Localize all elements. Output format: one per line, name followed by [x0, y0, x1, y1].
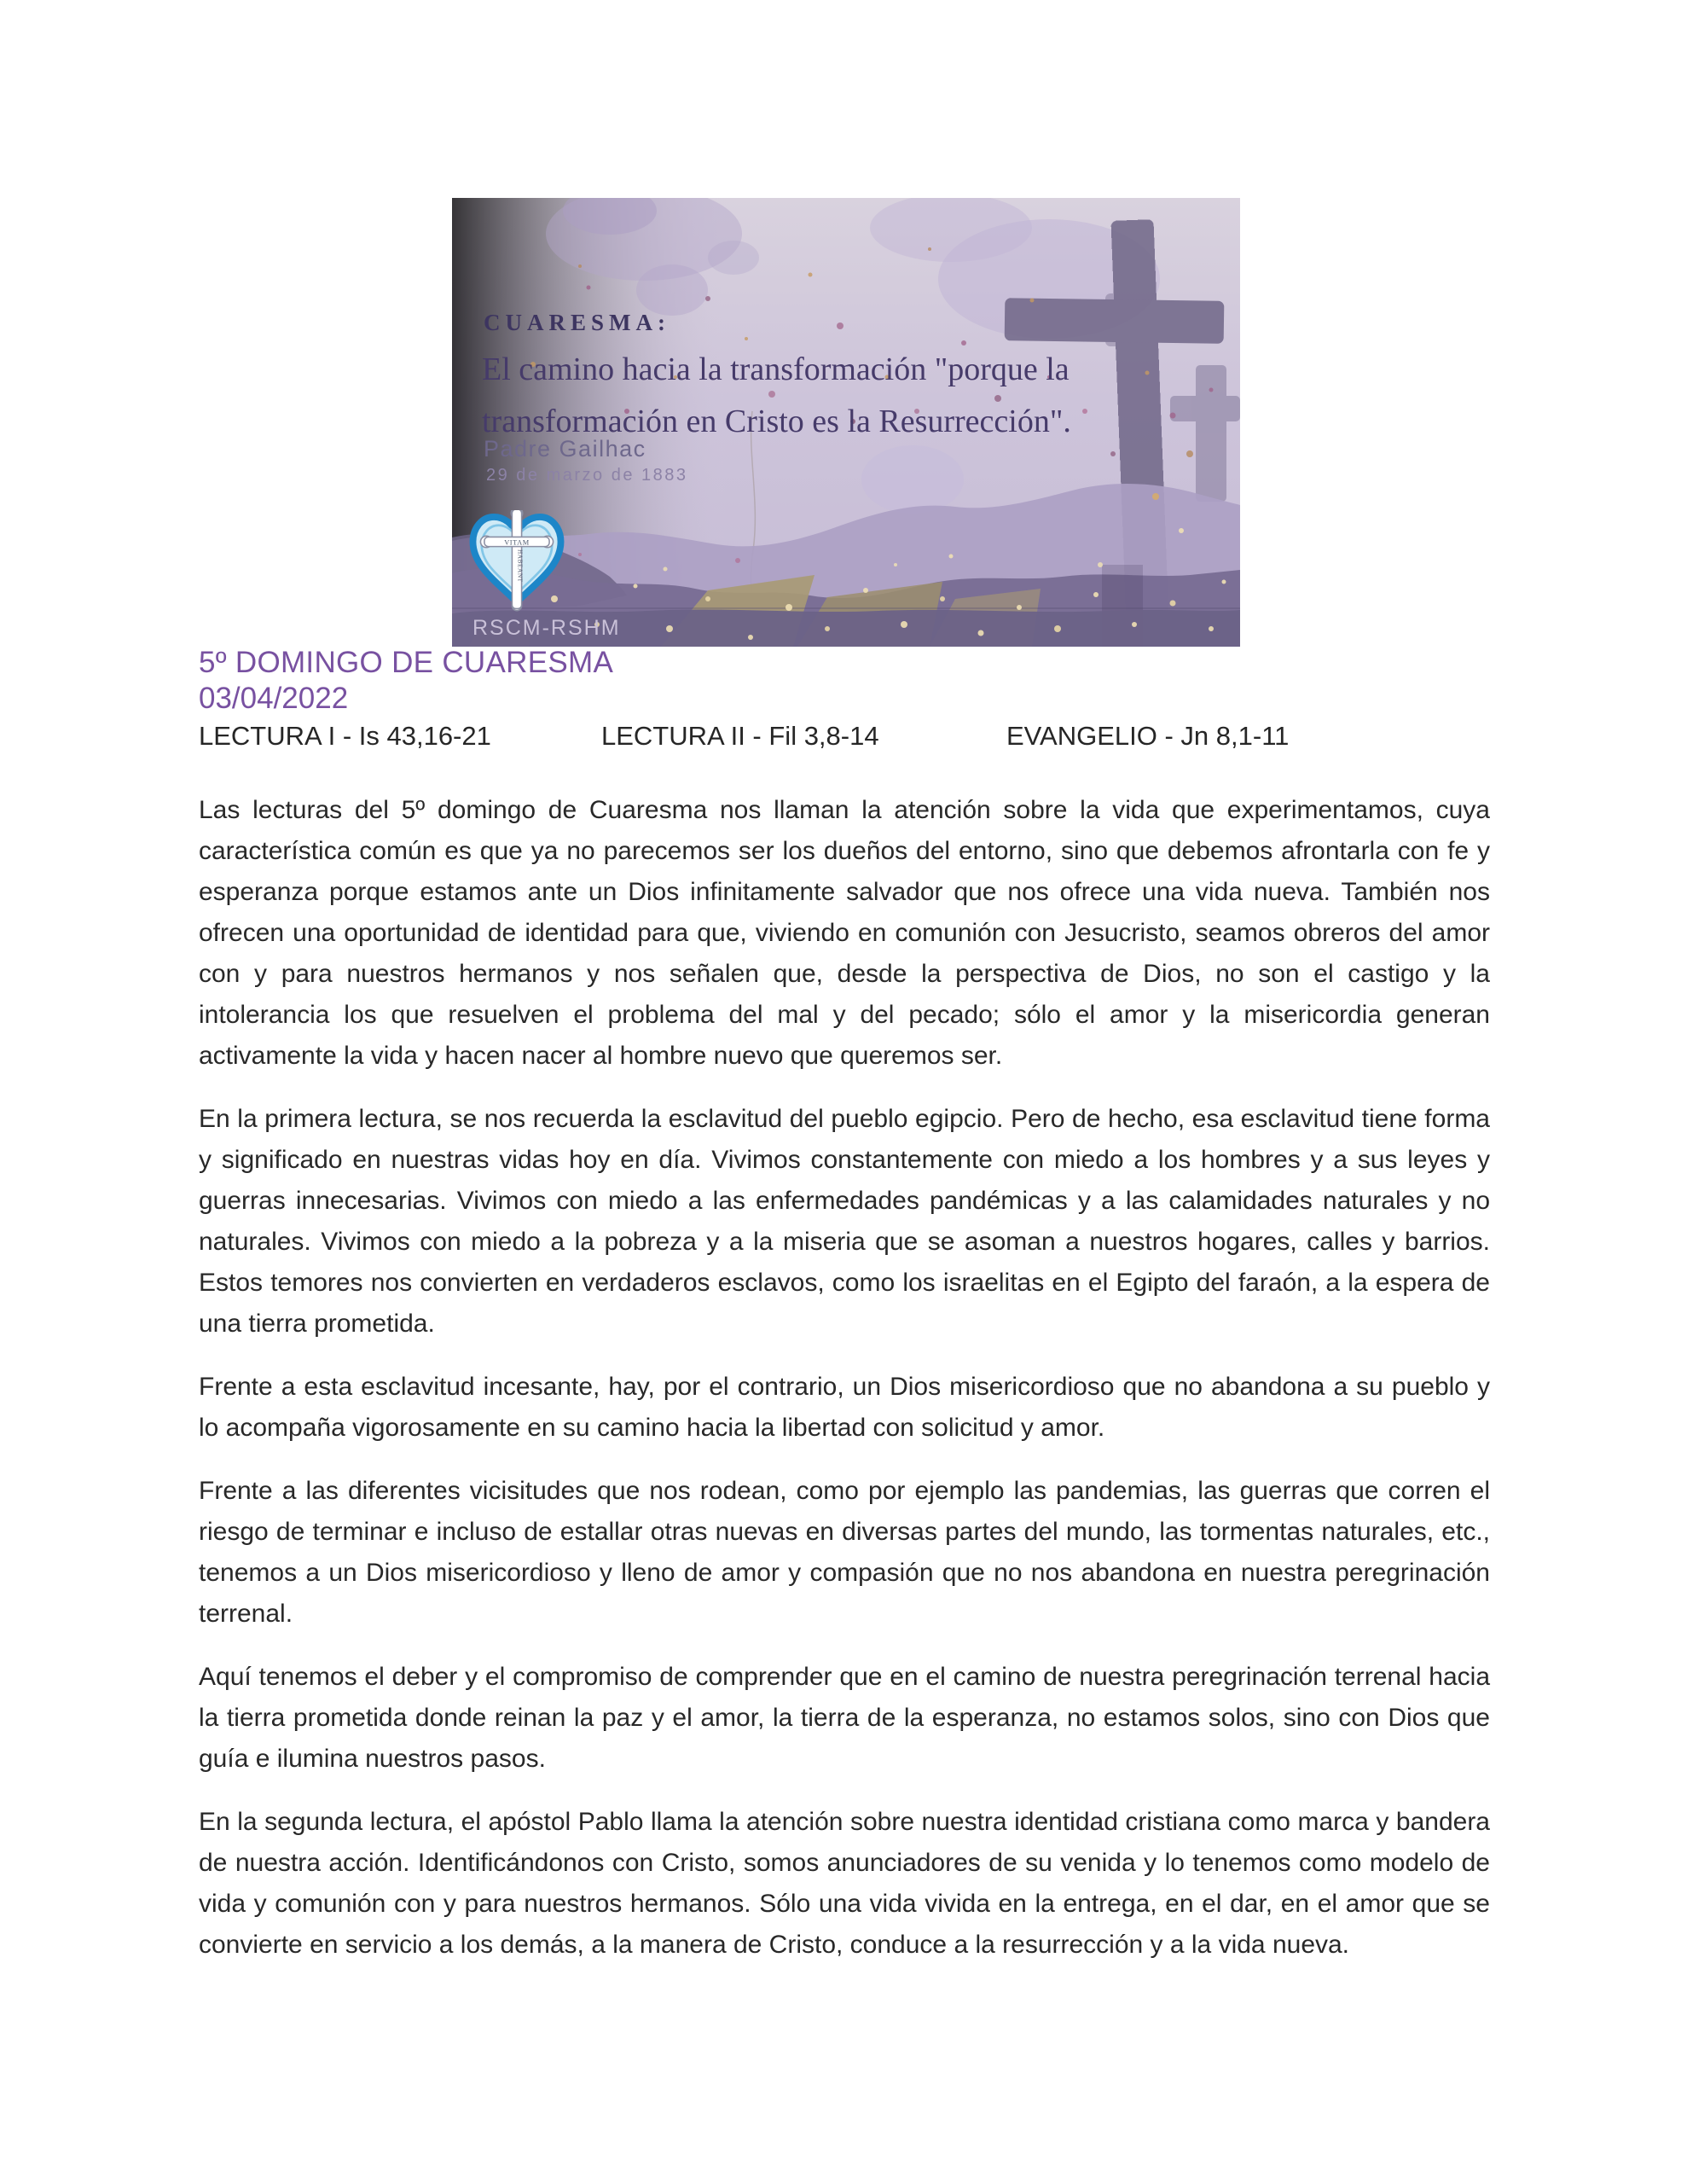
- page-date: 03/04/2022: [199, 682, 349, 715]
- heart-cross-icon: [469, 510, 565, 613]
- page-title: 5º DOMINGO DE CUARESMA: [199, 646, 614, 679]
- paragraph-1: Las lecturas del 5º domingo de Cuaresma nos llaman la atención sobre la vida que experimentamos, cuya característica común es que ya no parecemos ser los dueños del entorno, sino que debemos afrontarla con fe y esperanza porque estamos ante un Dios infinitamente salvador que nos ofrece una vida nueva. También nos ofrecen una oportunidad de identidad para que, viviendo en comunión con Jesucristo, seamos obreros del amor con y para nuestros hermanos y nos señalen que, desde la perspectiva de Dios, no son el castigo y la intolerancia los que resuelven el problema del mal y del pecado; sólo el amor y la misericordia generan activamente la vida y hacen nacer al hombre nuevo que queremos ser.: [199, 796, 1490, 1070]
- reading-evangelio: EVANGELIO - Jn 8,1-11: [1006, 721, 1290, 751]
- hero-author: Padre Gailhac: [484, 436, 646, 462]
- logo-motto-horizontal: VITAM: [504, 538, 530, 547]
- hero-quote-date: 29 de marzo de 1883: [486, 466, 688, 485]
- hero-quote-line2: transformación en Cristo es la Resurrección".: [482, 404, 1071, 439]
- readings-row: [199, 721, 1490, 752]
- hero-image: [452, 198, 1240, 647]
- reading-lectura-1: LECTURA I - Is 43,16-21: [199, 721, 491, 751]
- logo-caption: RSCM-RSHM: [472, 616, 621, 640]
- rscm-rshm-logo: [469, 510, 565, 613]
- hero-heading: CUARESMA:: [484, 310, 670, 335]
- article-body: [199, 790, 1490, 1988]
- reading-lectura-2: LECTURA II - Fil 3,8-14: [601, 721, 879, 751]
- paragraph-4: Frente a las diferentes vicisitudes que nos rodean, como por ejemplo las pandemias, las guerras que corren el riesgo de terminar e incluso de estallar otras nuevas en diversas partes del mundo, las tormentas naturales, etc., tenemos a un Dios misericordioso y lleno de amor y compasión que no nos abandona en nuestra peregrinación terrenal.: [199, 1477, 1490, 1628]
- paragraph-3: Frente a esta esclavitud incesante, hay, por el contrario, un Dios misericordioso que no abandona a su pueblo y lo acompaña vigorosamente en su camino hacia la libertad con solicitud y amor.: [199, 1373, 1490, 1442]
- paragraph-6: En la segunda lectura, el apóstol Pablo llama la atención sobre nuestra identidad cristiana como marca y bandera de nuestra acción. Identificándonos con Cristo, somos anunciadores de su venida y lo tenemos como modelo de vida y comunión con y para nuestros hermanos. Sólo una vida vivida en la entrega, en el dar, en el amor que se convierte en servicio a los demás, a la manera de Cristo, conduce a la resurrección y a la vida nueva.: [199, 1808, 1490, 1959]
- logo-motto-vertical: HABEANT: [516, 549, 524, 583]
- paragraph-5: Aquí tenemos el deber y el compromiso de comprender que en el camino de nuestra peregrinación terrenal hacia la tierra prometida donde reinan la paz y el amor, la tierra de la esperanza, no estamos solos, sino con Dios que guía e ilumina nuestros pasos.: [199, 1663, 1490, 1773]
- paragraph-2: En la primera lectura, se nos recuerda la esclavitud del pueblo egipcio. Pero de hecho, esa esclavitud tiene forma y significado en nuestras vidas hoy en día. Vivimos constantemente con miedo a los hombres y a sus leyes y guerras innecesarias. Vivimos con miedo a las enfermedades pandémicas y a las calamidades naturales y no naturales. Vivimos con miedo a la pobreza y a la miseria que se asoman a nuestros hogares, calles y barrios. Estos temores nos convierten en verdaderos esclavos, como los israelitas en el Egipto del faraón, a la espera de una tierra prometida.: [199, 1105, 1490, 1338]
- hero-quote-line1: El camino hacia la transformación "porque la: [482, 351, 1070, 387]
